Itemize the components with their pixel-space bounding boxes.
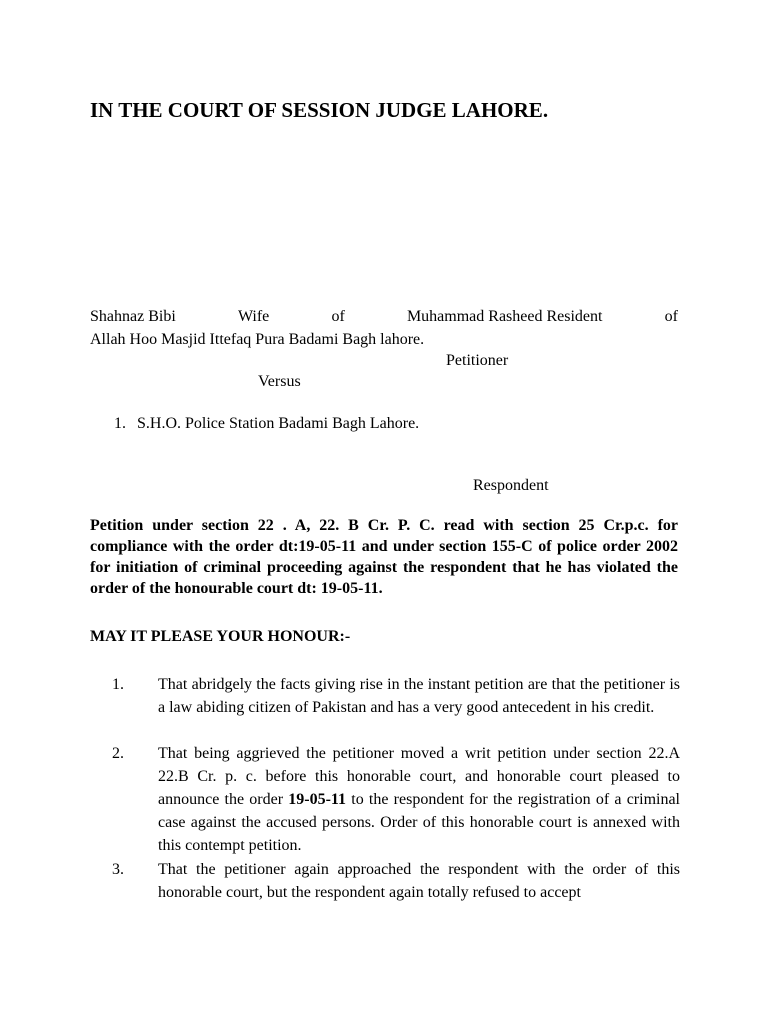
paragraph-text: That abridgely the facts giving rise in the instant petition are that the petitioner is a law abiding citizen of Pakistan and has a very good antecedent in his credit. <box>158 676 680 716</box>
paragraph-text: That the petitioner again approached the respondent with the order of this honorable court, but the respondent again totally refused to accept <box>158 861 680 901</box>
paragraph-text <box>158 742 680 857</box>
paragraph-number: 2. <box>112 745 124 762</box>
petitioner-address: Allah Hoo Masjid Ittefaq Pura Badami Bagh lahore. <box>90 331 425 348</box>
petitioner-name: Shahnaz Bibi <box>90 308 176 325</box>
paragraph-text-after: to the respondent for the registration of a criminal case against the accused persons. Order of this honorable court is annexed with this contempt petition. <box>158 791 680 854</box>
salutation: MAY IT PLEASE YOUR HONOUR:- <box>90 628 351 645</box>
petition-heading: Petition under section 22 . A, 22. B Cr. P. C. read with section 25 Cr.p.c. for compliance with the order dt:19-05-11 and under section 155-C of police order 2002 for initiation of criminal proceeding against the respondent that he has violated the order of the honourable court dt: 19-05-11. <box>90 517 678 597</box>
court-title: IN THE COURT OF SESSION JUDGE LAHORE. <box>90 98 549 122</box>
petitioner-label: Petitioner <box>446 352 509 369</box>
paragraph-1 <box>90 673 680 719</box>
paragraph-number: 3. <box>112 861 124 878</box>
respondent-label: Respondent <box>473 477 549 494</box>
respondent-name: S.H.O. Police Station Badami Bagh Lahore. <box>137 415 420 432</box>
versus-label: Versus <box>258 373 301 390</box>
respondent-number: 1. <box>114 415 126 432</box>
petitioner-word-of: of <box>331 308 345 325</box>
petitioner-word-of-2: of <box>664 308 678 325</box>
order-date: 19-05-11 <box>288 791 347 808</box>
petitioner-word-wife: Wife <box>237 308 270 325</box>
petitioner-husband: Muhammad Rasheed Resident <box>406 308 603 325</box>
paragraph-2 <box>90 742 680 857</box>
paragraph-3 <box>90 858 680 904</box>
paragraph-text-before: That being aggrieved the petitioner moved a writ petition under section 22.A 22.B Cr. p. c. before this honorable court, and honorable court pleased to announce the order <box>158 745 680 808</box>
petitioner-line-1 <box>90 308 678 326</box>
paragraph-number: 1. <box>112 676 124 693</box>
